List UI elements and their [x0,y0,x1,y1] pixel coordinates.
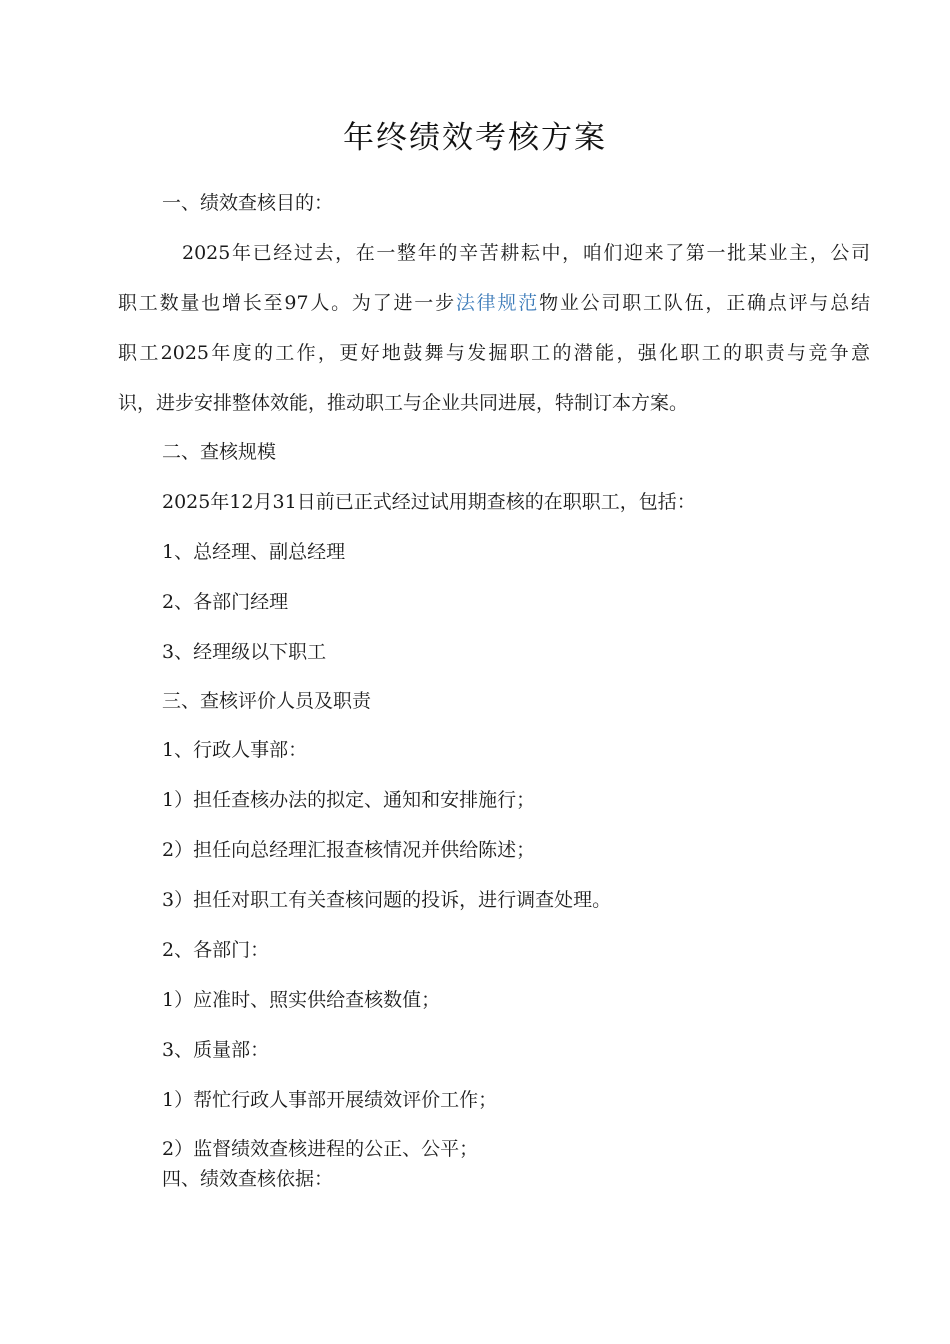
hr-dept-duty: 2）担任向总经理汇报查核情况并供给陈述； [162,839,536,861]
departments-heading: 2、各部门： [162,939,270,961]
quality-dept-duty: 2）监督绩效查核进程的公正、公平； [162,1138,479,1160]
section-heading-basis: 四、绩效查核依据： [162,1168,334,1190]
quality-dept-heading: 3、质量部： [162,1039,270,1061]
intro-line-2-text-before: 职工数量也增长至97人。为了进一步 [118,292,456,314]
scope-description: 2025年12月31日前已正式经过试用期查核的在职职工，包括： [162,491,696,513]
section-heading-purpose: 一、绩效查核目的： [162,192,334,214]
section-heading-evaluators: 三、查核评价人员及职责 [162,690,372,712]
quality-dept-duty: 1）帮忙行政人事部开展绩效评价工作； [162,1089,498,1111]
scope-item: 1、总经理、副总经理 [162,541,346,563]
scope-item: 3、经理级以下职工 [162,641,327,663]
hr-dept-duty: 1）担任查核办法的拟定、通知和安排施行； [162,789,536,811]
intro-line-4: 识，进步安排整体效能，推动职工与企业共同进展，特制订本方案。 [118,392,689,414]
intro-line-1: 2025年已经过去，在一整年的辛苦耕耘中，咱们迎来了第一批某业主，公司 [182,242,870,264]
hr-dept-duty: 3）担任对职工有关查核问题的投诉，进行调查处理。 [162,889,612,911]
intro-line-2-text-after: 物业公司职工队伍，正确点评与总结 [539,292,870,314]
intro-line-2 [118,290,870,316]
section-heading-scope: 二、查核规模 [162,441,277,463]
intro-line-3: 职工2025年度的工作，更好地鼓舞与发掘职工的潜能，强化职工的职责与竞争意 [118,342,870,364]
scope-item: 2、各部门经理 [162,591,289,613]
departments-duty: 1）应准时、照实供给查核数值； [162,989,441,1011]
document-title: 年终绩效考核方案 [343,120,607,156]
hr-dept-heading: 1、行政人事部： [162,739,308,761]
legal-norms-link[interactable]: 法律规范 [455,292,540,314]
